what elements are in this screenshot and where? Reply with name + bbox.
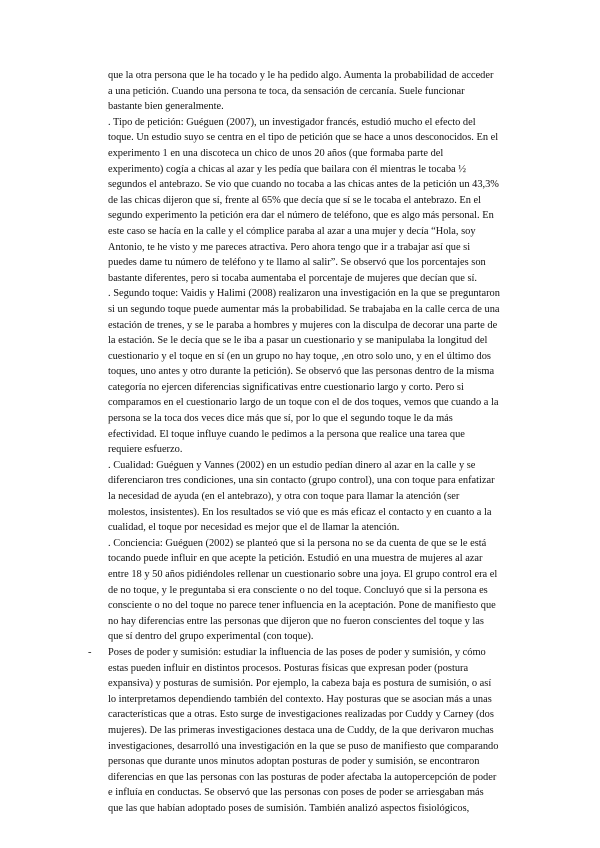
text-line: toque. Un estudio suyo se centra en el tipo de petición que se hace a unos desconocidos. En el [108, 132, 499, 144]
text-line: . Segundo toque: Vaidis y Halimi (2008) realizaron una investigación en la que se preguntaron [108, 288, 500, 300]
text-line: bastante diferentes, pero si tocaba aumentaba el porcentaje de mujeres que decían que sí. [108, 272, 477, 284]
text-line: investigaciones, desarrolló una investigación en la que se puso de manifiesto que comparando [108, 740, 499, 752]
text-line: bastante bien generalmente. [108, 101, 224, 113]
text-line: molestos, insistentes). En los resultados se vió que es más eficaz el contacto y en cuanto a la [108, 506, 492, 518]
text-line: consciente o no del toque no parece tener influencia en la aceptación. Pone de manifiesto que [108, 600, 496, 612]
paragraph-tipo-de-peticion [108, 115, 522, 287]
text-line: tocando puede influir en que acepte la petición. Estudió en una muestra de mujeres al azar [108, 553, 483, 565]
text-line: de las chicas dijeron que sí, frente al 65% que decía que sí se le tocaba el antebrazo. En el [108, 194, 482, 206]
text-line: categoría no ejercen diferencias significativas entre cuestionario largo y corto. Pero si [108, 381, 464, 393]
text-line: diferencias en que las personas con las posturas de poder afectaba la autopercepción de poder [108, 771, 497, 783]
text-line: efectividad. El toque influye cuando le pedimos a la persona que realice una tarea que [108, 428, 465, 440]
text-line: Antonio, te he visto y me pareces atractiva. Pero ahora tengo que ir a trabajar así que si [108, 241, 471, 253]
text-line: la estación. Se le decía que se le iba a pasar un cuestionario y se manipulaba la longitud del [108, 335, 488, 347]
text-line: estas pueden influir en distintos procesos. Posturas físicas que expresan poder (postura [108, 662, 469, 674]
text-line: . Tipo de petición: Guéguen (2007), un investigador francés, estudió mucho el efecto del [108, 116, 476, 128]
text-line: experimento 1 en una discoteca un chico de unos 20 años (que formaba parte del [108, 147, 444, 159]
text-line: segundos el antebrazo. Se vio que cuando no tocaba a las chicas antes de la petición un 43,3% [108, 179, 499, 191]
text-line: entre 18 y 50 años pidiéndoles rellenar un cuestionario sobre una joya. El grupo control era el [108, 569, 498, 580]
text-line: experimento) cogía a chicas al azar y les pedía que bailara con él mientras le tocaba ½ [108, 163, 467, 175]
text-line: si un segundo toque puede aumentar más la probabilidad. Se trabajaba en la calle cerca de una [108, 303, 500, 315]
text-line: comparamos en el cuestionario largo de un toque con el de dos toques, vemos que cuando a la [108, 397, 499, 409]
text-line: . Conciencia: Guéguen (2002) se planteó que si la persona no se da cuenta de que se le está [108, 537, 487, 549]
bullet-marker: - [88, 646, 92, 658]
text-line: de no toque, y le preguntaba si era consciente o no del toque. Concluyó que si la persona es [108, 584, 488, 596]
text-line: . Cualidad: Guéguen y Vannes (2002) en un estudio pedían dinero al azar en la calle y se [108, 459, 476, 471]
text-line: personas que durante unos minutos adoptan posturas de poder y sumisión, se encontraron [108, 756, 480, 768]
text-line: toques, uno antes y otro durante la petición). Se observó que las personas dentro de la misma [108, 366, 495, 378]
text-line: la necesidad de ayuda (en el antebrazo), y otra con toque para llamar la atención (ser [108, 491, 460, 503]
text-line: expansiva) y posturas de sumisión. Por ejemplo, la cabeza baja es postura de sumisión, o así [108, 678, 492, 690]
text-line: segundo experimento la petición era dar el número de teléfono, que es algo más personal. En [108, 210, 494, 222]
text-line: mujeres). De las primeras investigaciones destaca una de Cuddy, de la que derivaron muchas [108, 724, 494, 736]
paragraph-intro-continuation [108, 68, 522, 115]
text-line: cualidad, el toque por necesidad es mejor que el de llamar la atención. [108, 522, 400, 534]
text-line: e influía en conductas. Se observó que las personas con poses de poder se arriesgaban más [108, 787, 484, 799]
page-body [88, 68, 522, 817]
text-line: que las que habían adoptado poses de sumisión. También analizó aspectos fisiológicos, [108, 802, 470, 814]
text-line: cuestionario y el toque en sí (en un grupo no hay toque, ,en otro solo uno, y en el último dos [108, 350, 491, 362]
text-line: diferenciaron tres condiciones, una sin contacto (grupo control), una con toque para enfatizar [108, 475, 495, 487]
text-line: características que a otras. Esto surge de investigaciones realizadas por Cuddy y Carney (dos [108, 709, 494, 721]
text-line: estación de trenes, y se le paraba a hombres y mujeres con la disculpa de decorar una parte de [108, 319, 498, 331]
text-line: que sí dentro del grupo experimental (con toque). [108, 631, 314, 643]
text-line: persona se la toca dos veces dice más que sí, por lo que el segundo toque le da más [108, 413, 453, 425]
text-line: no hay diferencias entre las personas que dijeron que no fueron conscientes del toque y las [108, 615, 484, 627]
paragraph-cualidad [108, 458, 522, 536]
text-line: a una petición. Cuando una persona te toca, da sensación de cercanía. Suele funcionar [108, 85, 465, 97]
text-line: lo interpretamos dependiendo también del contexto. Hay posturas que se asocian más a unas [108, 693, 492, 705]
text-line: Poses de poder y sumisión: estudiar la influencia de las poses de poder y sumisión, y cómo [108, 646, 486, 658]
paragraph-segundo-toque [108, 286, 522, 458]
text-line: requiere esfuerzo. [108, 444, 183, 456]
text-line: puedes dame tu número de teléfono y te llamo al salir”. Se observó que los porcentajes son [108, 257, 486, 269]
text-line: que la otra persona que le ha tocado y le ha pedido algo. Aumenta la probabilidad de acceder [108, 70, 494, 81]
paragraph-conciencia [108, 536, 522, 645]
text-line: este caso se hacía en la calle y el cómplice paraba al azar a una mujer y decía “Hola, soy [108, 225, 476, 237]
bullet-item-poses-de-poder [88, 645, 522, 817]
